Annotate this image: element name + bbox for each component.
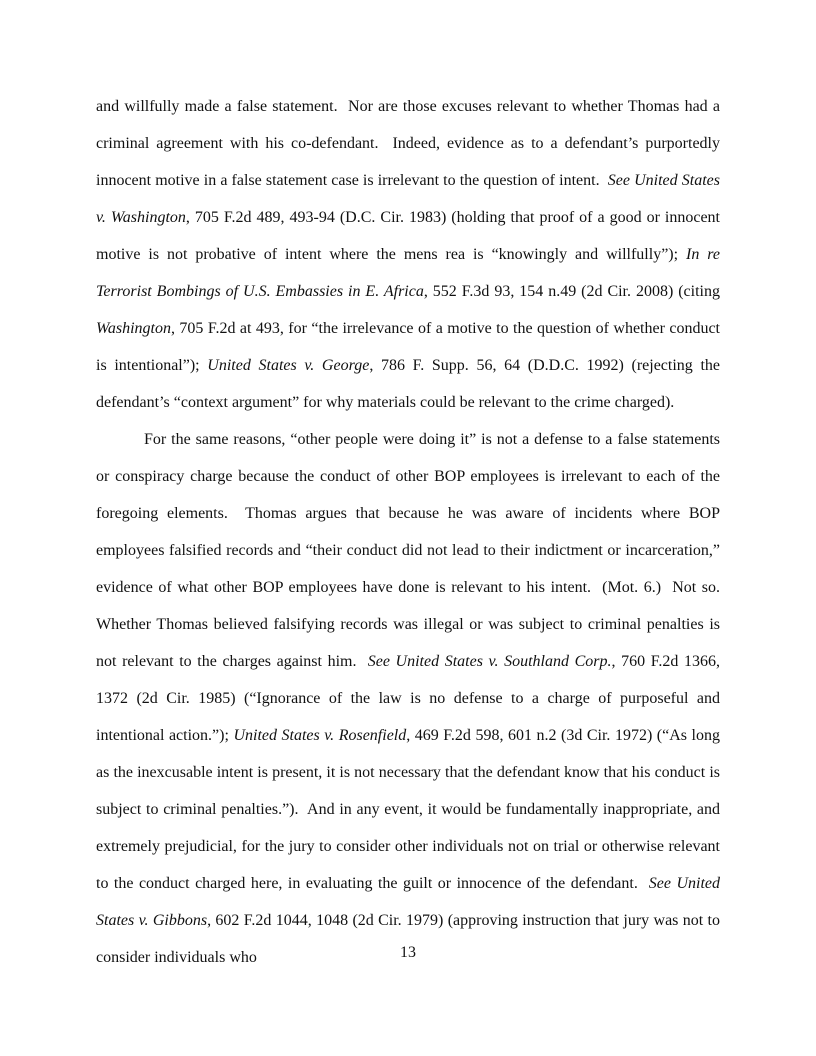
document-body [96, 88, 728, 976]
case-citation: See United States v. Southland Corp. [367, 653, 612, 670]
body-text: , 705 F.2d at 493, for “the irrelevance of a motive to the question of whether conduct is intentional”); [96, 320, 724, 374]
case-citation: See United States v. Gibbons [96, 875, 724, 929]
body-text: , 786 F. Supp. 56, 64 (D.D.C. 1992) (rejecting the defendant’s “context argument” for why materials could be relevant to the crime charged). [96, 357, 725, 411]
page-number: 13 [400, 944, 416, 961]
case-citation: Washington [96, 320, 171, 337]
case-citation: United States v. George [207, 357, 370, 374]
paragraph [96, 421, 728, 976]
body-text: , 602 F.2d 1044, 1048 (2d Cir. 1979) (approving instruction that jury was not to consider individuals who [96, 912, 724, 966]
case-citation: United States v. Rosenfield [233, 727, 407, 744]
case-citation: In re Terrorist Bombings of U.S. Embassies in E. Africa [96, 246, 725, 300]
body-text: , 705 F.2d 489, 493-94 (D.C. Cir. 1983) (holding that proof of a good or innocent motive is not probative of intent where the mens rea is “knowingly and willfully”); [96, 209, 724, 263]
body-text: , 552 F.3d 93, 154 n.49 (2d Cir. 2008) (citing [423, 283, 724, 300]
body-text: , 469 F.2d 598, 601 n.2 (3d Cir. 1972) (“As long as the inexcusable intent is present, it is not necessary that the defendant know that his conduct is subject to criminal penalties.”). And in any event, it would be fundamentally inappropriate, and extremely prejudicial, for the jury to consider other individuals not on trial or otherwise relevant to the conduct charged here, in evaluating the guilt or innocence of the defendant. [96, 727, 724, 892]
paragraph [96, 88, 725, 421]
body-text: and willfully made a false statement. Nor are those excuses relevant to whether Thomas had a criminal agreement with his co-defendant. Indeed, evidence as to a defendant’s purportedly innocent motive in a false statement case is irrelevant to the question of intent. [96, 98, 724, 189]
body-text: For the same reasons, “other people were doing it” is not a defense to a false statements or conspiracy charge because the conduct of other BOP employees is irrelevant to each of the foregoing elements. Thomas argues that because he was aware of incidents where BOP employees falsified records and “their conduct did not lead to their indictment or incarceration,” evidence of what other BOP employees have done is relevant to his intent. (Mot. 6.) Not so. Whether Thomas believed falsifying records was illegal or was subject to criminal penalties is not relevant to the charges against him. [96, 431, 728, 670]
body-text: , 760 F.2d 1366, 1372 (2d Cir. 1985) (“Ignorance of the law is no defense to a charge of purposeful and intentional action.”); [96, 653, 724, 744]
case-citation: See United States v. Washington [96, 172, 724, 226]
